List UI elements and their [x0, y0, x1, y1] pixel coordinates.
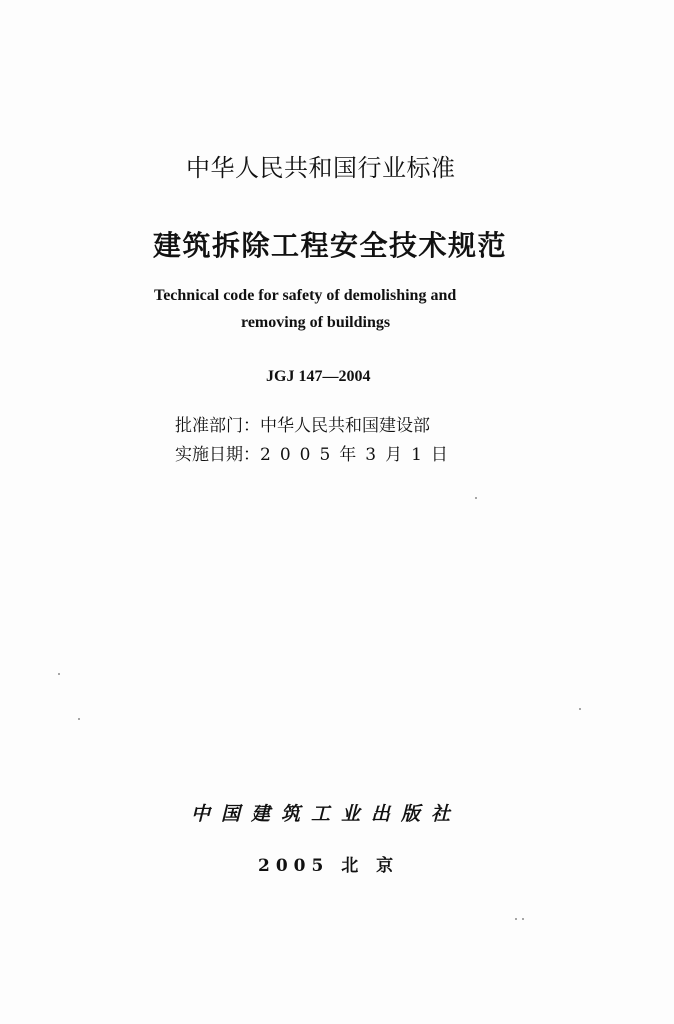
approval-department-value: 中华人民共和国建设部 — [260, 416, 430, 436]
approval-department-label: 批准部门： — [175, 416, 260, 436]
effective-date-value: 2005年3月1日 — [260, 445, 457, 465]
document-title-en-line1: Technical code for safety of demolishing and — [154, 287, 457, 304]
document-title-en-line2: removing of buildings — [241, 314, 391, 331]
scan-speck — [58, 673, 60, 675]
publisher-name: 中国建筑工业出版社 — [191, 803, 462, 825]
scan-speck — [579, 708, 581, 710]
scan-speck — [78, 718, 80, 720]
series-title: 中华人民共和国行业标准 — [186, 154, 456, 182]
publication-year-place: 2005 北 京 — [258, 856, 400, 876]
approval-department-line — [175, 411, 430, 436]
scan-speck — [522, 918, 524, 920]
scan-speck — [475, 497, 477, 499]
document-title-cn: 建筑拆除工程安全技术规范 — [153, 229, 508, 262]
standard-number: JGJ 147—2004 — [266, 368, 371, 385]
scan-speck — [515, 918, 517, 920]
effective-date-line — [175, 440, 457, 465]
effective-date-label: 实施日期： — [175, 445, 260, 465]
